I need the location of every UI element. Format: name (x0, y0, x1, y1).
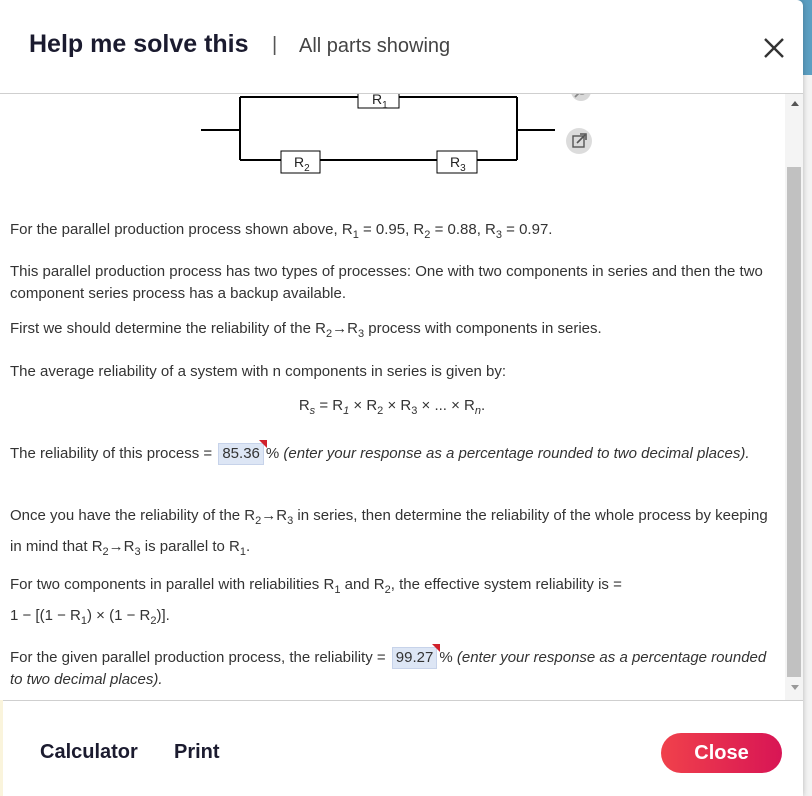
dialog-title: Help me solve this (29, 30, 249, 58)
zoom-icon[interactable] (565, 94, 595, 112)
close-icon[interactable] (760, 34, 788, 62)
close-button[interactable]: Close (661, 733, 782, 773)
calculator-button[interactable]: Calculator (40, 741, 138, 763)
series-reliability-answer[interactable]: 85.36 (218, 443, 264, 465)
solution-content (0, 94, 784, 700)
parallel-circuit-diagram (0, 94, 620, 194)
series-formula-intro: The average reliability of a system with n components in series is given by: (10, 363, 507, 380)
background-strip (0, 700, 3, 796)
system-reliability-question: For the given parallel production process, the reliability = 99.27 % (enter your response as a percentage rounded to two decimal places). (10, 649, 767, 688)
scroll-down-icon[interactable] (791, 685, 799, 690)
dialog-subtitle: All parts showing (299, 35, 451, 57)
system-reliability-answer[interactable]: 99.27 (392, 647, 438, 669)
r2-label: $R_2$ (294, 154, 310, 174)
title-divider: | (272, 34, 278, 56)
series-reliability-question: The reliability of this process = 85.36 % (enter your response as a percentage rounded to two decimal places). (10, 443, 776, 465)
print-button[interactable]: Print (174, 741, 220, 763)
series-formula: $R_s = R_1 \times R_2 \times R_3$ × ... × $R_n$. (298, 397, 486, 417)
r3-label: $R_3$ (450, 154, 466, 174)
series-step-text: First we should determine the reliability of the $R_2\to R_3$ process with components in series. (10, 320, 602, 340)
process-description-text: This parallel production process has two types of processes: One with two components in series and then the two component series process has a backup available. (10, 263, 763, 302)
scroll-up-icon[interactable] (791, 101, 799, 106)
expand-icon[interactable] (564, 127, 594, 155)
parallel-formula-text: For two components in parallel with reliabilities $R_1$ and $R_2$, the effective system reliability is = $1 - [(1 - R_1) \times (1 - R_2)]$. (10, 576, 622, 627)
r1-label: $R_1$ (372, 94, 388, 111)
scrollbar-thumb[interactable] (787, 167, 801, 677)
dialog-header (0, 0, 803, 94)
given-values-text: For the parallel production process shown above, $R_1 = 0.95$, $R_2 = 0.88$, $R_3 = 0.97$. (10, 221, 553, 241)
footer-divider (0, 700, 803, 701)
background-page (802, 75, 812, 796)
parallel-step-text: Once you have the reliability of the $R_2\to R_3$ in series, then determine the reliability of the whole process by keeping in mind that $R_2\to R_3$ is parallel to $R_1$. (10, 507, 768, 558)
